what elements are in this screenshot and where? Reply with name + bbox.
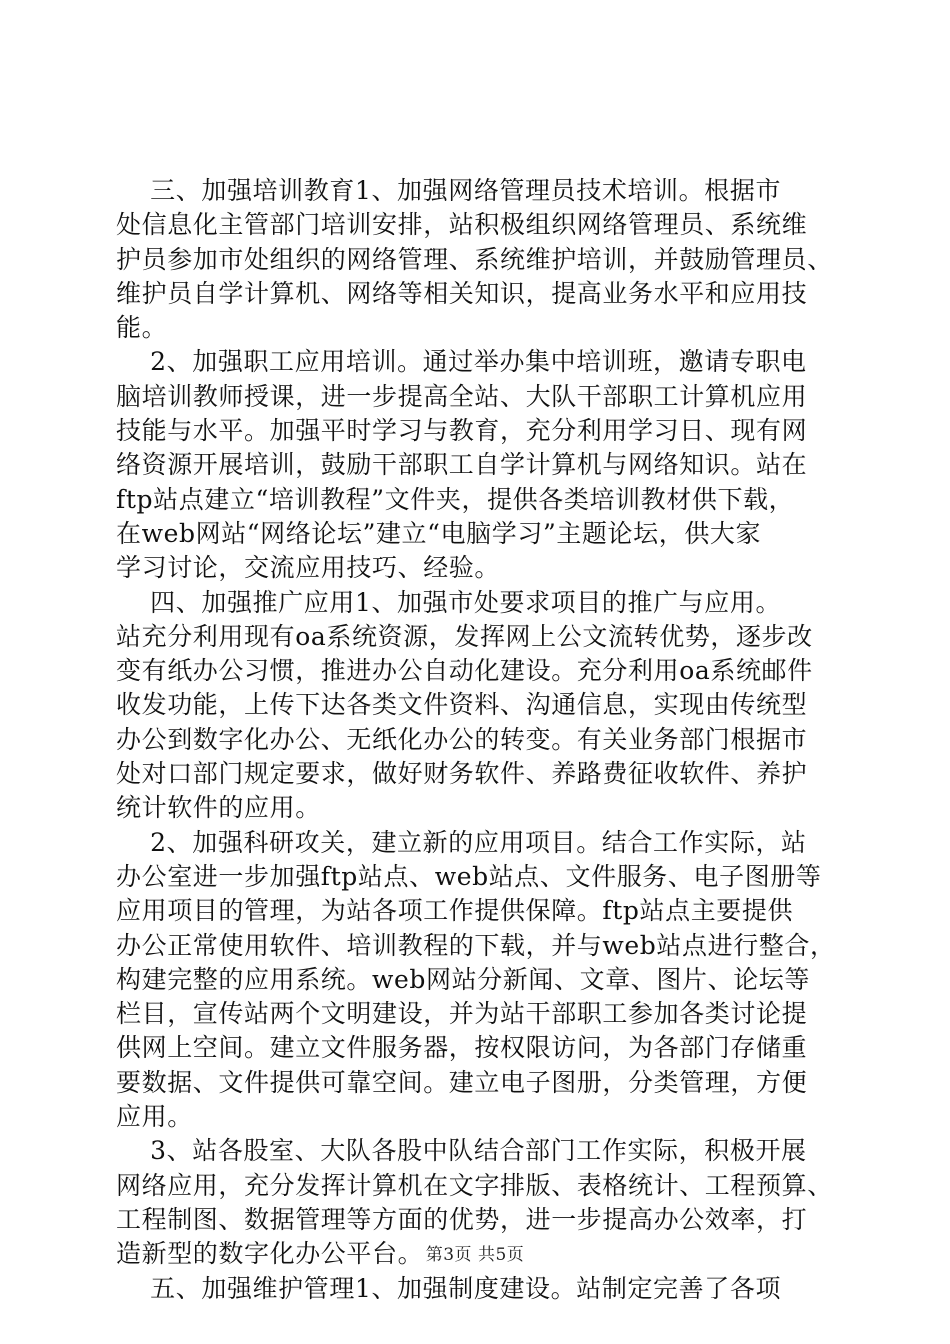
text-line: 办公到数字化办公、无纸化办公的转变。有关业务部门根据市 bbox=[116, 724, 808, 754]
text-line: 2、加强科研攻关，建立新的应用项目。结合工作实际，站 bbox=[116, 827, 807, 857]
text-line: 网络应用，充分发挥计算机在文字排版、表格统计、工程预算、 bbox=[116, 1170, 833, 1200]
text-line: 3、站各股室、大队各股中队结合部门工作实际，积极开展 bbox=[116, 1136, 807, 1166]
text-line: 工程制图、数据管理等方面的优势，进一步提高办公效率，打 bbox=[116, 1204, 808, 1234]
text-line: 能。 bbox=[116, 313, 168, 343]
text-line: 在web网站“网络论坛”建立“电脑学习”主题论坛，供大家 bbox=[116, 518, 762, 548]
text-line: 五、加强维护管理1、加强制度建设。站制定完善了各项 bbox=[116, 1273, 782, 1303]
text-line: 处对口部门规定要求，做好财务软件、养路费征收软件、养护 bbox=[116, 759, 808, 789]
text-line: 站充分利用现有oa系统资源，发挥网上公文流转优势，逐步改 bbox=[116, 621, 813, 651]
text-line: 技能与水平。加强平时学习与教育，充分利用学习日、现有网 bbox=[116, 416, 808, 446]
text-line: 护员参加市处组织的网络管理、系统维护培训，并鼓励管理员、 bbox=[116, 244, 833, 274]
text-line: 脑培训教师授课，进一步提高全站、大队干部职工计算机应用 bbox=[116, 381, 808, 411]
text-line: 供网上空间。建立文件服务器，按权限访问，为各部门存储重 bbox=[116, 1033, 808, 1063]
text-line: 维护员自学计算机、网络等相关知识，提高业务水平和应用技 bbox=[116, 278, 808, 308]
text-line: 2、加强职工应用培训。通过举办集中培训班，邀请专职电 bbox=[116, 347, 807, 377]
text-line: 三、加强培训教育1、加强网络管理员技术培训。根据市 bbox=[116, 176, 782, 205]
text-line: 造新型的数字化办公平台。 bbox=[116, 1239, 424, 1269]
text-line: 统计软件的应用。 bbox=[116, 793, 321, 823]
text-line: 学习讨论，交流应用技巧、经验。 bbox=[116, 553, 501, 583]
text-line: 变有纸办公习惯，推进办公自动化建设。充分利用oa系统邮件 bbox=[116, 656, 813, 686]
text-line: 处信息化主管部门培训安排，站积极组织网络管理员、系统维 bbox=[116, 210, 808, 240]
text-line: 办公室进一步加强ftp站点、web站点、文件服务、电子图册等 bbox=[116, 861, 822, 891]
text-line: 构建完整的应用系统。web网站分新闻、文章、图片、论坛等 bbox=[116, 964, 810, 994]
text-line: 络资源开展培训，鼓励干部职工自学计算机与网络知识。站在 bbox=[116, 450, 808, 480]
page-footer: 第3页 共5页 bbox=[425, 1245, 525, 1265]
text-line: 办公正常使用软件、培训教程的下载，并与web站点进行整合， bbox=[116, 930, 836, 960]
text-line: 栏目，宣传站两个文明建设，并为站干部职工参加各类讨论提 bbox=[116, 999, 808, 1029]
text-line: 收发功能，上传下达各类文件资料、沟通信息，实现由传统型 bbox=[116, 690, 808, 720]
text-line: 应用项目的管理，为站各项工作提供保障。ftp站点主要提供 bbox=[116, 896, 794, 926]
text-line: ftp站点建立“培训教程”文件夹，提供各类培训教材供下载， bbox=[116, 484, 795, 514]
text-line: 要数据、文件提供可靠空间。建立电子图册，分类管理，方便 bbox=[116, 1067, 808, 1097]
text-line: 应用。 bbox=[116, 1102, 193, 1132]
document-body bbox=[116, 174, 836, 1306]
text-line: 四、加强推广应用1、加强市处要求项目的推广与应用。 bbox=[116, 587, 782, 617]
